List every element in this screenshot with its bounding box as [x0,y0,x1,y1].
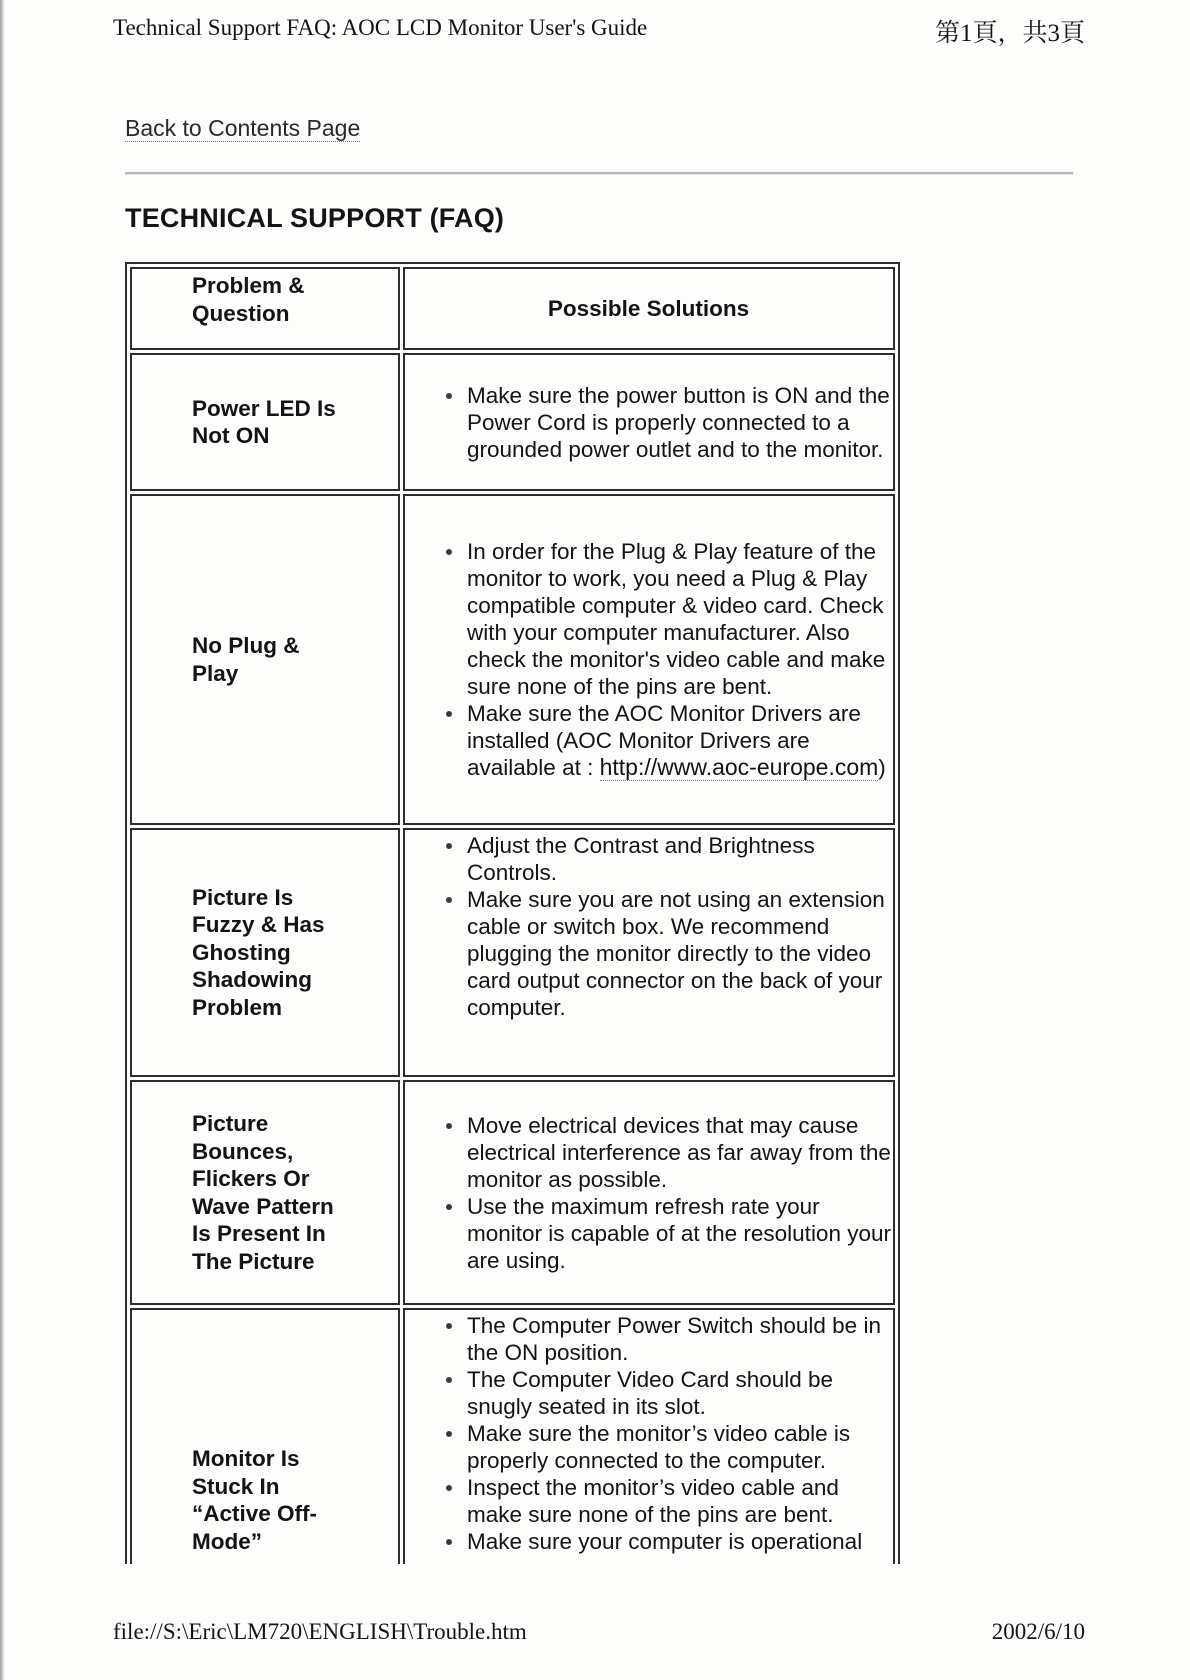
table-row [130,1308,895,1564]
problem-text: Picture Bounces, Flickers Or Wave Pattern Is Present In The Picture [192,1111,334,1274]
table-row [130,1080,895,1305]
problem-text: No Plug & Play [192,633,300,686]
header-solutions-cell [403,267,895,350]
solution-item-text: Make sure the AOC Monitor Drivers are installed (AOC Monitor Drivers are available at : [467,701,861,780]
solution-item: Inspect the monitor’s video cable and make sure none of the pins are bent. [467,1474,893,1528]
print-footer-date: 2002/6/10 [991,1619,1085,1644]
solutions-cell [403,828,895,1077]
solution-item: Use the maximum refresh rate your monitor is capable of at the resolution your are using. [467,1193,893,1274]
problem-cell [130,353,400,491]
table-row [130,828,895,1077]
problem-text: Picture Is Fuzzy & Has Ghosting Shadowing Problem [192,884,325,1020]
faq-table [127,264,898,1564]
problem-text: Monitor Is Stuck In “Active Off-Mode” [192,1446,318,1554]
solutions-list [415,1312,893,1555]
problem-cell [130,1080,400,1305]
horizontal-divider [125,172,1073,175]
faq-table-frame [125,262,900,1564]
problem-cell [130,1308,400,1564]
solution-item: Make sure your computer is operational [467,1528,893,1555]
scan-edge-shadow [0,0,5,1680]
problem-text: Power LED Is Not ON [192,395,336,448]
solution-item: In order for the Plug & Play feature of the monitor to work, you need a Plug & Play compatible computer & video card. Check with your computer manufacturer. Also check the monitor's video cable and make sure none of the pins are bent. [467,538,893,700]
print-page-indicator: 第1頁，共3頁 [934,20,1085,47]
solution-item: The Computer Video Card should be snugly seated in its slot. [467,1366,893,1420]
problem-cell [130,828,400,1077]
solutions-list [415,1112,893,1274]
header-solutions-label: Possible Solutions [547,295,750,321]
table-row [130,494,895,825]
page-title: TECHNICAL SUPPORT (FAQ) [125,203,505,233]
solution-item [467,700,893,781]
table-header-row [130,267,895,350]
problem-cell [130,494,400,825]
solution-item: Make sure you are not using an extension cable or switch box. We recommend plugging the monitor directly to the video card output connector on the back of your computer. [467,886,893,1021]
solutions-cell [403,494,895,825]
solutions-cell [403,1308,895,1564]
solution-item-suffix: ) [878,755,886,780]
solutions-cell [403,1080,895,1305]
back-to-contents-link[interactable]: Back to Contents Page [125,115,361,141]
header-problem-label: Problem & Question [192,273,305,326]
solutions-list [415,382,893,463]
solutions-list [415,832,893,1021]
print-footer-path: file://S:\Eric\LM720\ENGLISH\Trouble.htm [113,1619,527,1644]
solution-item: Make sure the monitor’s video cable is properly connected to the computer. [467,1420,893,1474]
drivers-url-link[interactable]: http://www.aoc-europe.com [599,754,879,780]
solutions-cell [403,353,895,491]
print-header-title: Technical Support FAQ: AOC LCD Monitor User's Guide [113,15,648,40]
solution-item: The Computer Power Switch should be in the ON position. [467,1312,893,1366]
table-row [130,353,895,491]
solution-item: Move electrical devices that may cause electrical interference as far away from the monitor as possible. [467,1112,893,1193]
header-problem-cell [130,267,400,350]
solution-item: Make sure the power button is ON and the Power Cord is properly connected to a grounded power outlet and to the monitor. [467,382,893,463]
solutions-list [415,538,893,781]
solution-item: Adjust the Contrast and Brightness Controls. [467,832,893,886]
